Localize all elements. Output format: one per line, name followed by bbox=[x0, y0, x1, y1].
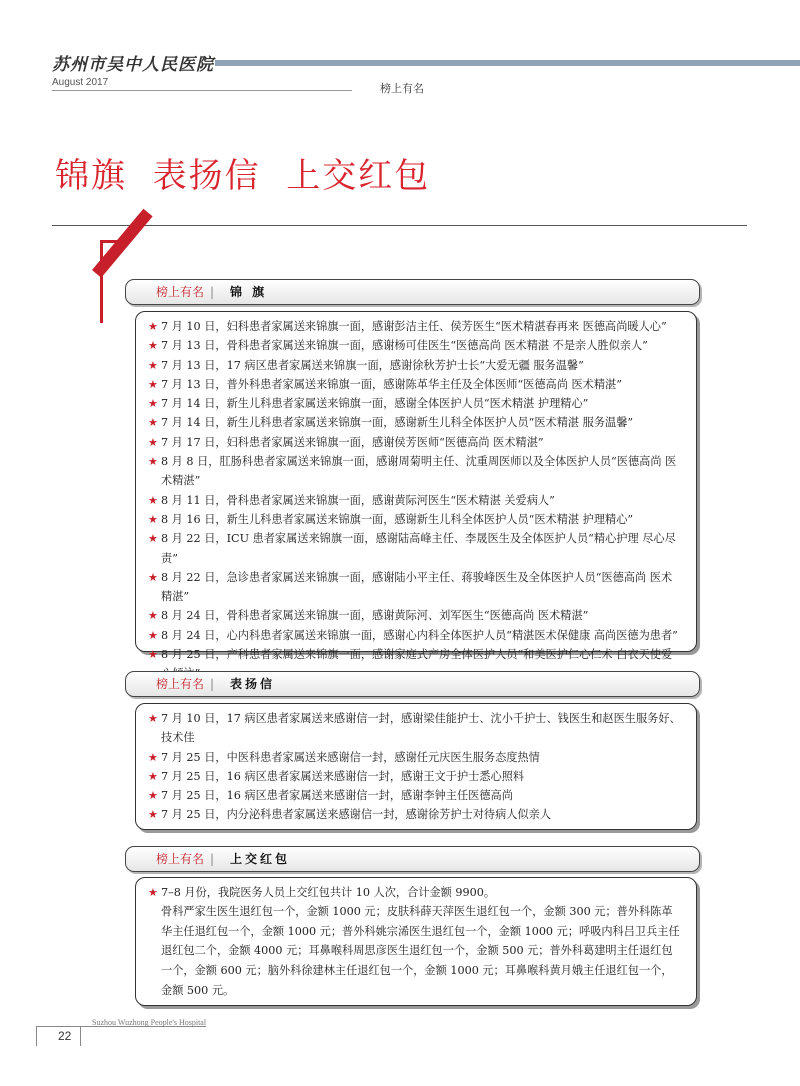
star-icon: ★ bbox=[148, 570, 158, 584]
star-icon: ★ bbox=[148, 339, 158, 353]
list-item bbox=[148, 883, 681, 902]
list-item-text: 7 月 13 日，17 病区患者家属送来锦旗一面，感谢徐秋芳护士长“大爱无疆 服务温馨” bbox=[161, 358, 584, 372]
section-header-envelopes bbox=[125, 846, 700, 872]
header-divider-mark: | bbox=[210, 852, 215, 866]
star-icon: ★ bbox=[148, 435, 158, 449]
letters-list bbox=[135, 703, 697, 830]
list-item-text: 7 月 17 日，妇科患者家属送来锦旗一面，感谢侯芳医师“医德高尚 医术精湛” bbox=[161, 435, 544, 449]
envelopes-summary: 7–8 月份，我院医务人员上交红包共计 10 人次，合计金额 9900。 bbox=[161, 886, 496, 899]
list-item-text: 8 月 24 日，心内科患者家属送来锦旗一面，感谢心内科全体医护人员“精湛医术保健康 高尚医德为患者” bbox=[161, 628, 678, 642]
rank-label: 榜上有名 bbox=[156, 285, 205, 299]
list-item bbox=[148, 491, 681, 510]
list-item bbox=[148, 433, 681, 452]
list-item bbox=[148, 786, 681, 805]
list-item bbox=[148, 336, 681, 355]
star-icon: ★ bbox=[148, 512, 158, 526]
list-item bbox=[148, 626, 681, 645]
list-item-text: 7 月 25 日，16 病区患者家属送来感谢信一封，感谢王文于护士悉心照料 bbox=[161, 769, 525, 783]
header-divider-mark: | bbox=[210, 285, 215, 299]
star-icon: ★ bbox=[148, 712, 158, 725]
star-icon: ★ bbox=[148, 789, 158, 803]
list-item bbox=[148, 709, 681, 748]
header-divider bbox=[52, 90, 352, 91]
star-icon: ★ bbox=[148, 769, 158, 783]
star-icon: ★ bbox=[148, 377, 158, 391]
envelopes-box bbox=[135, 877, 697, 1006]
list-item-text: 8 月 24 日，骨科患者家属送来锦旗一面，感谢黄际河、刘军医生“医德高尚 医术精湛” bbox=[161, 609, 589, 623]
list-item bbox=[148, 767, 681, 786]
rank-label: 榜上有名 bbox=[156, 677, 205, 691]
flags-list bbox=[135, 311, 697, 662]
list-item bbox=[148, 748, 681, 767]
list-item-text: 7 月 10 日，妇科患者家属送来锦旗一面，感谢彭洁主任、侯芳医生“医术精湛春再来 医德高尚暖人心” bbox=[161, 320, 667, 333]
list-item-text: 7 月 25 日，16 病区患者家属送来感谢信一封，感谢李钟主任医德高尚 bbox=[161, 789, 513, 803]
header-divider-mark: | bbox=[210, 677, 215, 691]
category-label: 表扬信 bbox=[230, 677, 276, 691]
issue-date: August 2017 bbox=[52, 77, 109, 88]
star-icon: ★ bbox=[148, 320, 158, 333]
category-label: 锦 旗 bbox=[230, 285, 268, 299]
star-icon: ★ bbox=[148, 648, 158, 662]
category-label: 上交红包 bbox=[230, 852, 291, 866]
list-item bbox=[148, 568, 681, 607]
star-icon: ★ bbox=[148, 886, 158, 899]
list-item-text: 7 月 25 日，中医科患者家属送来感谢信一封，感谢任元庆医生服务态度热情 bbox=[161, 750, 540, 764]
star-icon: ★ bbox=[148, 628, 158, 642]
footer-mid-rule bbox=[80, 1026, 81, 1046]
star-icon: ★ bbox=[148, 397, 158, 411]
section-header-flags bbox=[125, 279, 700, 305]
list-item bbox=[148, 394, 681, 413]
page-number: 22 bbox=[58, 1029, 72, 1043]
list-item bbox=[148, 606, 681, 625]
list-item bbox=[148, 452, 681, 491]
list-item bbox=[148, 805, 681, 824]
list-item-text: 8 月 25 日，产科患者家属送来锦旗一面，感谢家庭式产房全体医护人员“和美医护仁心仁术 白衣天使爱 bbox=[161, 648, 673, 662]
hospital-name: 苏州市吴中人民医院 bbox=[52, 55, 214, 75]
list-item bbox=[148, 356, 681, 375]
star-icon: ★ bbox=[148, 455, 158, 469]
list-item-text: 8 月 8 日，肛肠科患者家属送来锦旗一面，感谢周菊明主任、沈重周医师以及全体医护人员“医德高尚 医术精湛” bbox=[161, 455, 677, 488]
footer-left-rule bbox=[36, 1026, 37, 1046]
list-item-text: 8 月 22 日，急诊患者家属送来锦旗一面，感谢陆小平主任、蒋骏峰医生及全体医护人员“医德高尚 医术精湛” bbox=[161, 570, 673, 604]
title-divider bbox=[52, 225, 747, 226]
list-item bbox=[148, 375, 681, 394]
list-item bbox=[148, 317, 681, 336]
star-icon: ★ bbox=[148, 358, 158, 372]
star-icon: ★ bbox=[148, 532, 158, 546]
list-item-text: 8 月 11 日，骨科患者家属送来锦旗一面，感谢黄际河医生“医术精湛 关爱病人” bbox=[161, 493, 555, 507]
star-icon: ★ bbox=[148, 750, 158, 764]
list-item-text: 8 月 22 日，ICU 患者家属送来锦旗一面，感谢陆高峰主任、李晟医生及全体医护人员“精心护理 尽心尽责” bbox=[161, 532, 676, 565]
list-item-text: 7 月 10 日，17 病区患者家属送来感谢信一封，感谢梁佳能护士、沈小千护士、钱医生和赵医生服务好、技术佳 bbox=[161, 712, 681, 745]
list-item-text: 7 月 14 日，新生儿科患者家属送来锦旗一面，感谢新生儿科全体医护人员“医术精湛 服务温馨” bbox=[161, 416, 634, 430]
section-tag: 榜上有名 bbox=[380, 82, 424, 95]
envelopes-detail: 骨科严家生医生退红包一个，金额 1000 元；皮肤科薛天萍医生退红包一个，金额 300 元；普外科陈革华主任退红包一个，金额 1000 元；普外科姚宗浠医生退红包一个，金额 1000 元；呼吸内科吕卫兵主任退红包二个，金额 4000 元；耳鼻喉科周思彦医生退红包一个，金额 500 元；普外科葛建明主任退红包一个，金额 600 元；脑外科徐建林主任退红包一个，金额 1000 元；耳鼻喉科黄月娥主任退红包一个，金额 500 元。 bbox=[161, 905, 680, 997]
star-icon: ★ bbox=[148, 808, 158, 822]
list-item bbox=[148, 510, 681, 529]
list-item bbox=[148, 413, 681, 432]
list-item-text: 7 月 13 日，普外科患者家属送来锦旗一面，感谢陈革华主任及全体医师“医德高尚 医术精湛” bbox=[161, 377, 622, 391]
star-icon: ★ bbox=[148, 416, 158, 430]
list-item-text: 7 月 25 日，内分泌科患者家属送来感谢信一封，感谢徐芳护士对待病人似亲人 bbox=[161, 808, 552, 822]
list-item-text: 7 月 14 日，新生儿科患者家属送来锦旗一面，感谢全体医护人员“医术精湛 护理精心” bbox=[161, 397, 589, 411]
list-item-text: 8 月 16 日，新生儿科患者家属送来锦旗一面，感谢新生儿科全体医护人员“医术精湛 护理精心” bbox=[161, 512, 634, 526]
list-item bbox=[148, 529, 681, 568]
section-header-letters bbox=[125, 671, 700, 697]
star-icon: ★ bbox=[148, 609, 158, 623]
list-item-text: 7 月 13 日，骨科患者家属送来锦旗一面，感谢杨可佳医生“医德高尚 医术精湛 不是亲人胜似亲人” bbox=[161, 339, 648, 353]
rank-label: 榜上有名 bbox=[156, 852, 205, 866]
star-icon: ★ bbox=[148, 493, 158, 507]
header-bar bbox=[215, 60, 800, 66]
page-title: 锦旗 表扬信 上交红包 bbox=[55, 156, 431, 196]
footer-hospital-name: Suzhou Wuzhong People's Hospital bbox=[92, 1018, 207, 1027]
